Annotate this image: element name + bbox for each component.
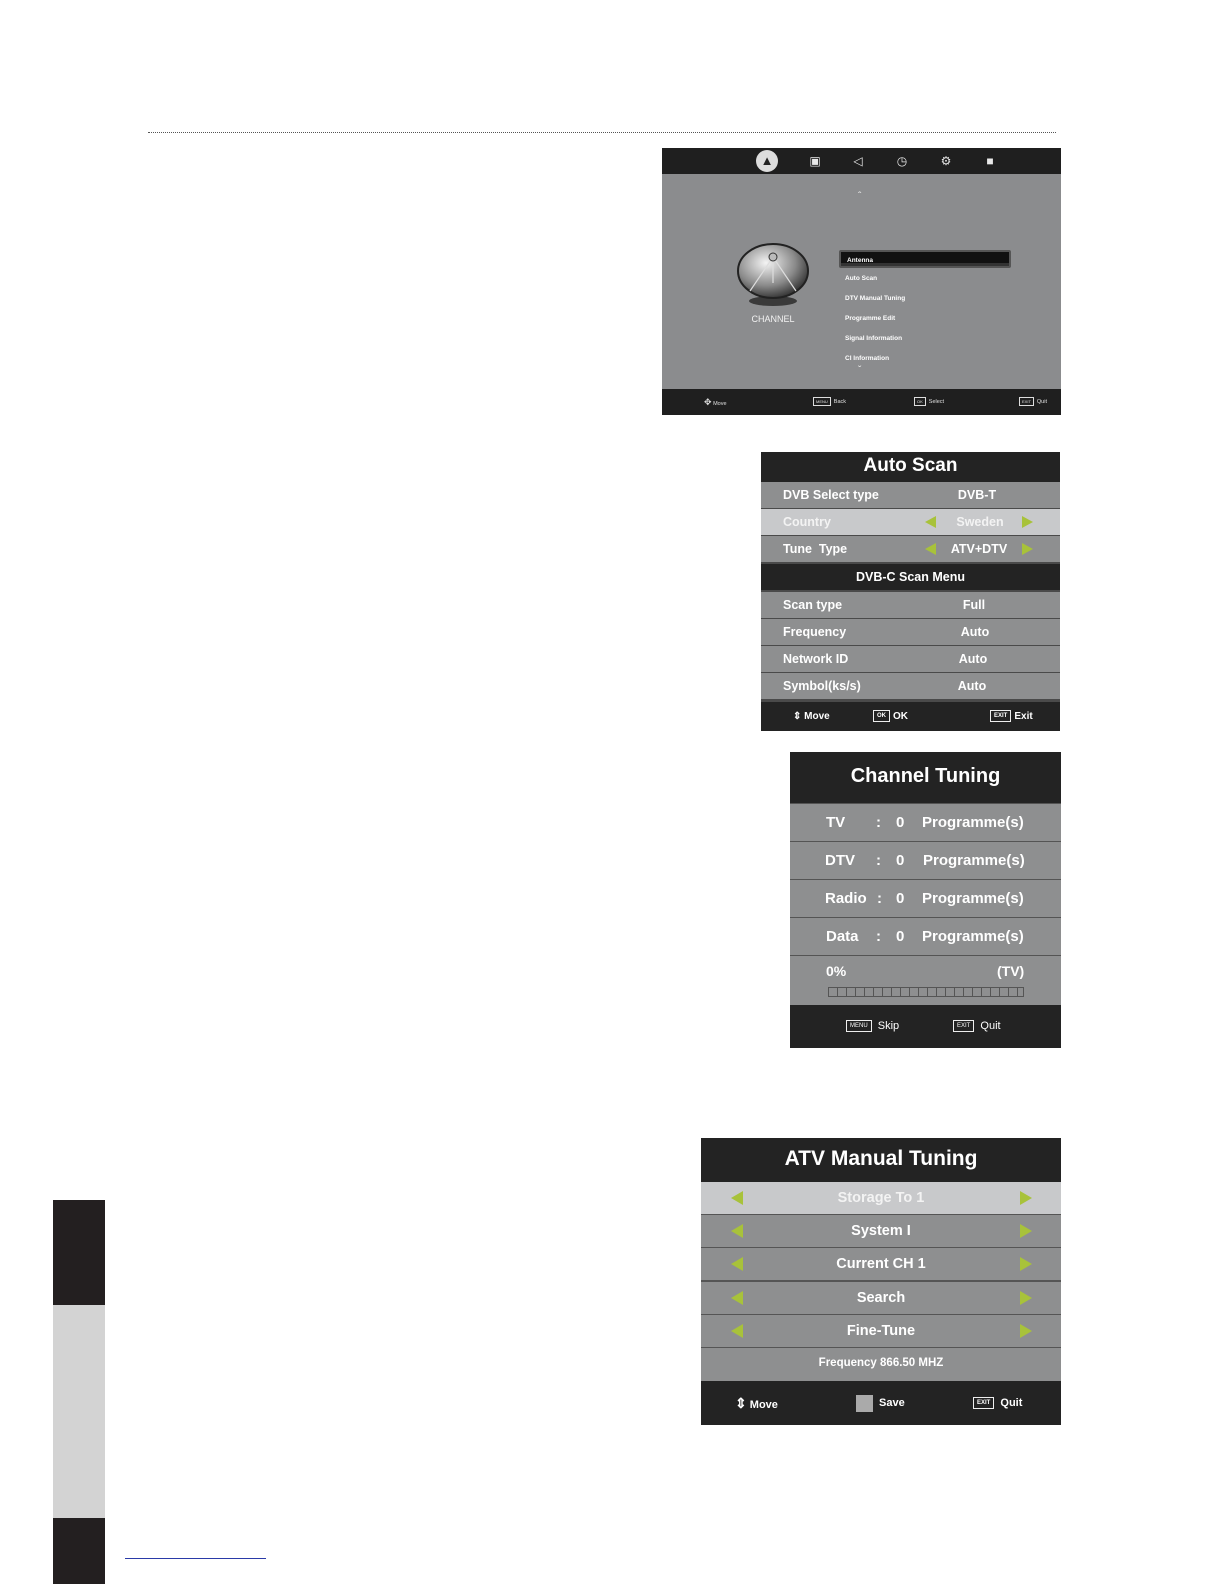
setup-gear-icon[interactable]: ⚙ (940, 154, 952, 168)
four-way-arrow-icon: ✥ (704, 397, 712, 407)
exit-key-icon: EXIT (990, 710, 1011, 722)
right-arrow-icon[interactable] (1020, 1191, 1032, 1205)
auto-scan-title: Auto Scan (761, 452, 1060, 482)
footer-quit: EXIT Quit (953, 1005, 1001, 1048)
exit-key-icon: EXIT (973, 1397, 994, 1409)
menu-item-label: Signal Information (845, 335, 903, 342)
current-ch-row[interactable] (701, 1248, 1061, 1280)
ok-key-icon: OK (914, 397, 926, 406)
row-separator: : (876, 928, 881, 945)
left-arrow-icon[interactable] (731, 1324, 743, 1338)
row-unit: Programme(s) (923, 852, 1025, 869)
menu-key-icon: MENU (813, 397, 831, 406)
row-count: 0 (896, 928, 905, 945)
row-separator: : (876, 852, 881, 869)
margin-tab-dark-lower (53, 1518, 105, 1584)
footer-save: Save (856, 1381, 905, 1425)
channel-dish-icon[interactable]: ▲ (756, 150, 778, 172)
left-arrow-icon[interactable] (925, 516, 936, 528)
row-value: Auto (958, 652, 988, 666)
right-arrow-icon[interactable] (1020, 1324, 1032, 1338)
storage-to-row[interactable] (701, 1182, 1061, 1214)
right-arrow-icon[interactable] (1020, 1291, 1032, 1305)
dvbc-scan-menu-header: DVB-C Scan Menu (761, 564, 1060, 590)
menu-key-icon: MENU (846, 1020, 872, 1032)
scan-progress-row (790, 956, 1061, 1005)
row-label: Radio (825, 890, 867, 907)
data-count-row (790, 918, 1061, 955)
row-label: Frequency (783, 625, 847, 639)
progress-bar (828, 987, 1024, 997)
auto-scan-panel (761, 452, 1060, 731)
menu-item-dtv-manual-tuning[interactable] (839, 290, 1011, 308)
row-value: ATV+DTV (950, 542, 1008, 556)
row-label: Tune Type (783, 542, 848, 556)
hint-back: MENU Back (813, 389, 846, 415)
channel-menu-panel (662, 148, 1061, 415)
picture-icon[interactable]: ▣ (809, 154, 821, 168)
menu-item-label: CI Information (845, 355, 890, 362)
header-dotted-rule (148, 132, 1056, 133)
symbol-rate-row[interactable] (761, 673, 1060, 699)
row-count: 0 (896, 814, 905, 831)
channel-menu-hint-bar (662, 389, 1061, 415)
row-value: Auto (957, 679, 987, 693)
right-arrow-icon[interactable] (1022, 543, 1033, 555)
channel-dish-illustration (736, 243, 810, 307)
right-arrow-icon[interactable] (1020, 1257, 1032, 1271)
footer-link-underline (125, 1558, 266, 1559)
left-arrow-icon[interactable] (731, 1291, 743, 1305)
row-separator: : (876, 814, 881, 831)
progress-percent: 0% (826, 963, 847, 979)
row-label: DVB Select type (783, 488, 879, 502)
menu-item-signal-information[interactable] (839, 330, 1011, 348)
hint-quit: EXIT Quit (1019, 389, 1047, 415)
left-arrow-icon[interactable] (731, 1224, 743, 1238)
channel-tuning-panel (790, 752, 1061, 1048)
row-unit: Programme(s) (922, 814, 1024, 831)
channel-section-label: CHANNEL (751, 314, 795, 324)
row-label: System I (851, 1223, 911, 1239)
frequency-row[interactable] (761, 619, 1060, 645)
up-down-arrow-icon: ⇕ (735, 1395, 747, 1411)
menu-item-label: Programme Edit (845, 315, 896, 322)
exit-key-icon: EXIT (1019, 397, 1034, 406)
row-unit: Programme(s) (922, 890, 1024, 907)
fine-tune-row[interactable] (701, 1315, 1061, 1347)
sound-icon[interactable]: ◁ (853, 154, 863, 168)
margin-tab-dark-upper (53, 1200, 105, 1305)
row-unit: Programme(s) (922, 928, 1024, 945)
scan-type-row[interactable] (761, 592, 1060, 618)
scroll-down-icon[interactable]: ˇ (858, 365, 862, 376)
footer-skip: MENU Skip (846, 1005, 899, 1048)
tv-count-row (790, 804, 1061, 841)
row-label: Country (783, 515, 831, 529)
footer-move: ⇕ Move (793, 711, 830, 722)
menu-item-antenna[interactable] (839, 250, 1011, 268)
footer-move: ⇕ Move (735, 1395, 778, 1411)
menu-item-auto-scan[interactable] (839, 270, 1011, 288)
dtv-count-row (790, 842, 1061, 879)
menu-item-ci-information[interactable] (839, 350, 1011, 368)
row-separator: : (877, 890, 882, 907)
row-label: Storage To 1 (837, 1190, 925, 1206)
channel-tuning-title: Channel Tuning (790, 752, 1061, 803)
row-label: TV (826, 814, 846, 831)
dvb-select-type-row[interactable] (761, 482, 1060, 508)
row-label: Current CH 1 (836, 1256, 926, 1272)
hint-move: ✥ Move (704, 397, 727, 407)
left-arrow-icon[interactable] (731, 1191, 743, 1205)
ok-key-icon: OK (873, 710, 890, 722)
row-value: DVB-T (957, 488, 997, 502)
menu-tab-bar (662, 148, 1061, 174)
row-count: 0 (896, 890, 905, 907)
radio-count-row (790, 880, 1061, 917)
row-label: DTV (825, 852, 855, 869)
row-label: Fine-Tune (846, 1323, 916, 1339)
row-label: Search (856, 1290, 906, 1306)
scroll-up-icon[interactable]: ˆ (858, 191, 862, 202)
row-value: Sweden (956, 515, 1004, 529)
atv-footer (701, 1381, 1061, 1425)
search-row[interactable] (701, 1282, 1061, 1314)
row-label: Network ID (783, 652, 849, 666)
row-label: Symbol(ks/s) (783, 679, 861, 693)
frequency-readout: Frequency 866.50 MHZ (701, 1348, 1061, 1381)
save-square-icon (856, 1395, 873, 1412)
lock-icon[interactable]: ■ (986, 154, 994, 168)
atv-manual-tuning-panel (701, 1138, 1061, 1425)
row-value: Full (962, 598, 986, 612)
clock-icon[interactable]: ◷ (896, 154, 908, 168)
left-arrow-icon[interactable] (731, 1257, 743, 1271)
exit-key-icon: EXIT (953, 1020, 974, 1032)
footer-exit: EXIT Exit (990, 702, 1033, 731)
footer-ok: OK OK (873, 702, 908, 731)
system-row[interactable] (701, 1215, 1061, 1247)
margin-tab-light (53, 1305, 105, 1518)
menu-item-label: DTV Manual Tuning (845, 295, 906, 302)
hint-select: OK Select (914, 389, 944, 415)
row-value: Auto (960, 625, 990, 639)
row-label: Data (826, 928, 859, 945)
country-row[interactable] (761, 509, 1060, 535)
row-label: Scan type (783, 598, 843, 612)
up-down-arrow-icon: ⇕ (793, 711, 802, 722)
menu-item-label: Antenna (847, 257, 873, 264)
menu-item-programme-edit[interactable] (839, 310, 1011, 328)
auto-scan-footer (761, 702, 1060, 731)
channel-tuning-footer (790, 1005, 1061, 1048)
right-arrow-icon[interactable] (1022, 516, 1033, 528)
progress-mode: (TV) (997, 963, 1025, 979)
atv-manual-tuning-title: ATV Manual Tuning (701, 1138, 1061, 1182)
right-arrow-icon[interactable] (1020, 1224, 1032, 1238)
footer-quit: EXIT Quit (973, 1381, 1022, 1425)
menu-item-label: Auto Scan (845, 275, 878, 282)
row-count: 0 (896, 852, 905, 869)
left-arrow-icon[interactable] (925, 543, 936, 555)
tune-type-row[interactable] (761, 536, 1060, 562)
network-id-row[interactable] (761, 646, 1060, 672)
